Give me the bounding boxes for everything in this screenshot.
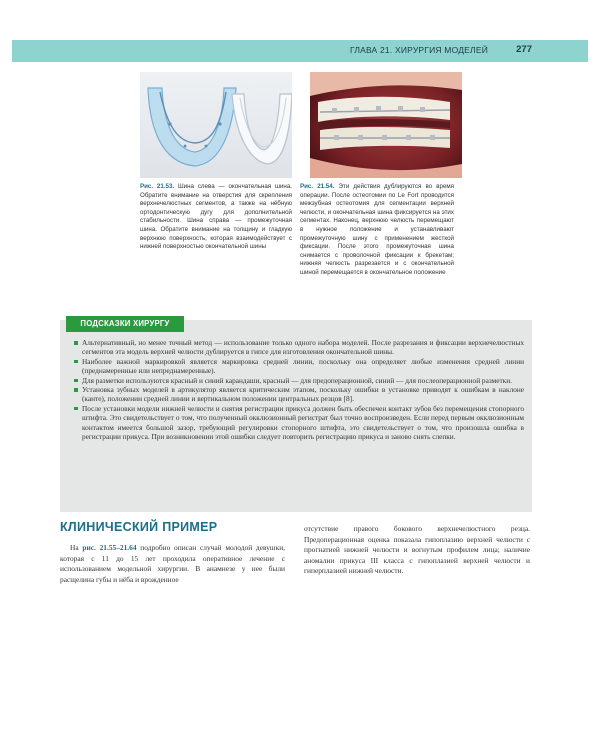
figure-intraoral-photo bbox=[310, 72, 462, 178]
bullet-square-icon bbox=[74, 360, 78, 364]
chapter-title: ГЛАВА 21. ХИРУРГИЯ МОДЕЛЕЙ bbox=[350, 45, 488, 55]
figure-caption-right bbox=[300, 183, 454, 278]
tips-list-item: Для разметки используются красный и синий карандаши, красный — для предоперационной, синий — для послеоперационной разметки. bbox=[74, 376, 524, 385]
bullet-square-icon bbox=[74, 388, 78, 392]
bullet-square-icon bbox=[74, 379, 78, 383]
figure-caption-left bbox=[140, 183, 292, 252]
body-column-right: отсутствие правого бокового верхнечелюстного резца. Предоперационная оценка показала гипоплазию верхней челюсти с прогнатией нижней челюсти и вогнутым профилем лица; наличие аномалии прикуса III класса с гипоплазией верхней челюсти и гиперплазией нижней челюсти. bbox=[304, 524, 530, 576]
tips-list-item: После установки модели нижней челюсти и снятия регистрации прикуса должен быть обеспечен контакт зубов без перемещения стопорного штифта. Это свидетельствует о том, что полученный окклюзионный регистрат был точно воспроизведен. Если перед первым окклюзионным контактом имеется большой зазор, требующий регулировки стопорного штифта, это свидетельствует о том, что произошла ошибка в регистрации прикуса. При возникновении этой ошибки следует повторить регистрацию прикуса и заново снять слепки. bbox=[74, 404, 524, 442]
figure-label: Рис. 21.53. bbox=[140, 183, 175, 190]
tips-list-item: Установка зубных моделей в артикулятор является критическим этапом, поскольку ошибки в установке приводят к ошибкам в наклоне (канте), положении средней линии и вертикальном положении центральных резцов [8]. bbox=[74, 385, 524, 404]
page-number: 277 bbox=[516, 44, 532, 55]
body-column-left: На рис. 21.55–21.64 подробно описан случай молодой девушки, которая с 11 до 15 лет проходила оперативное лечение с использованием модельной хирургии. В анамнезе у нее были расщелина губы и нёба и врожденное bbox=[60, 543, 285, 584]
surgeon-tips-box bbox=[60, 320, 532, 512]
figure-caption-text: Шина слева — окончательная шина. Обратите внимание на отверстия для скрепления верхнечелюстных сегментов, а также на нёбную ортодонтическую дугу для дополнительной стабильности. Шина справа — промежуточная шина. Обратите внимание на толщину и гладкую верхнюю поверхность, которая взаимодействует с нижней поверхностью окончательной шины bbox=[140, 183, 292, 251]
intraoral-illustration bbox=[310, 72, 462, 178]
bullet-square-icon bbox=[74, 341, 78, 345]
figure-reference-link[interactable]: рис. 21.55–21.64 bbox=[82, 543, 137, 552]
section-heading: КЛИНИЧЕСКИЙ ПРИМЕР bbox=[60, 520, 218, 534]
tips-title: ПОДСКАЗКИ ХИРУРГУ bbox=[66, 316, 184, 332]
tips-list-item: Наиболее важной маркировкой является маркировка средней линии, поскольку она определяет любые изменения средней линии (преднамеренные или непреднамеренные). bbox=[74, 357, 524, 376]
splints-illustration bbox=[140, 72, 292, 178]
tips-list bbox=[74, 338, 524, 441]
running-header bbox=[12, 40, 588, 62]
figure-label: Рис. 21.54. bbox=[300, 183, 335, 190]
figure-splints-image bbox=[140, 72, 292, 178]
tips-list-item: Альтернативный, но менее точный метод — использование только одного набора моделей. После разрезания и фиксации верхнечелюстных сегментов эта модель верхней челюсти дублируется в гипсе для изготовления окончательной шины. bbox=[74, 338, 524, 357]
figure-caption-text: Эти действия дублируются во время операции. После остеотомии по Le Fort проводится межзубная остеотомия для сегментации верхней челюсти, и окончательная шина фиксируется на этих сегментах. Наконец, верхнюю челюсть перемещают в нужное положение и устанавливают промежуточную шину с применением жесткой фиксации. После этого промежуточная шина снимается с проволочной фиксации к брекетам; нижняя челюсть разрезается и с окончательной шиной перемещается в окончательное положение bbox=[300, 183, 454, 276]
bullet-square-icon bbox=[74, 407, 78, 411]
